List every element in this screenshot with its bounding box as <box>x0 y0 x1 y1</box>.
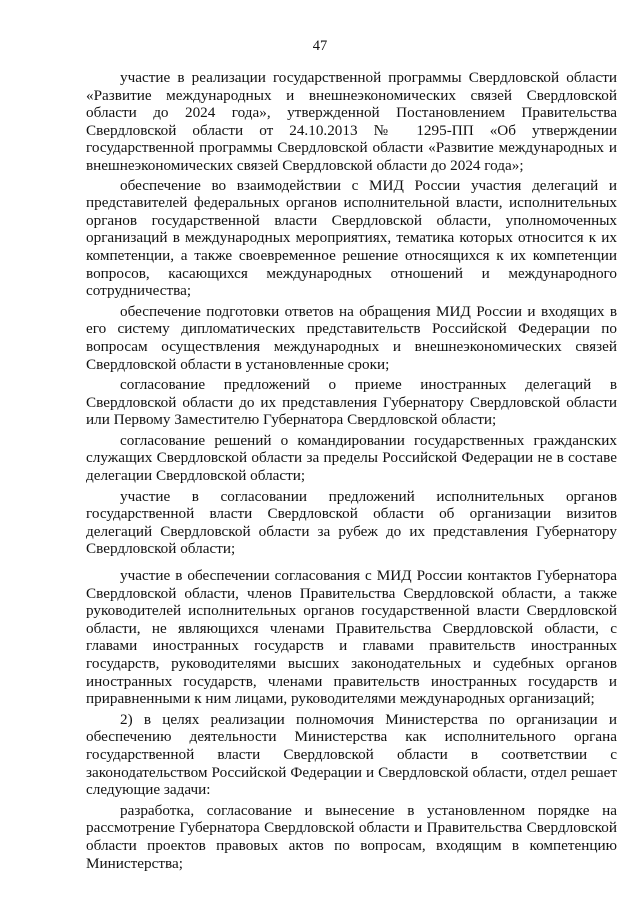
paragraph-delegation-participation: обеспечение во взаимодействии с МИД России участия делегаций и представителей федеральных органов исполнительной власти, исполнительных органов государственной власти Свердловской области, уполномоченных организаций в международных мероприятиях, тематика которых относится к их компетенции, а также своевременное решение относящихся к их компетенции вопросов, касающихся международных отношений и международного сотрудничества; <box>86 176 617 300</box>
page-number: 47 <box>312 38 328 54</box>
paragraph-legal-acts: разработка, согласование и вынесение в установленном порядке на рассмотрение Губернатора Свердловской области и Правительства Свердловской области проектов правовых актов по вопросам, входящим в компетенцию Министерства; <box>86 801 617 872</box>
paragraph-mfa-responses: обеспечение подготовки ответов на обращения МИД России и входящих в его систему дипломатических представительств Российской Федерации по вопросам осуществления международных и внешнеэкономических связей Свердловской области в установленные сроки; <box>86 302 617 373</box>
paragraph-business-trips: согласование решений о командировании государственных гражданских служащих Свердловской области за пределы Российской Федерации не в составе делегации Свердловской области; <box>86 431 617 485</box>
document-body <box>86 69 617 872</box>
paragraph-contacts-coordination: участие в обеспечении согласования с МИД России контактов Губернатора Свердловской области, членов Правительства Свердловской области, а также руководителей исполнительных органов государственной власти Свердловской области, не являющихся членами Правительства Свердловской области, с главами иностранных государств и главами правительств иностранных государств, руководителями высших законодательных и судебных органов иностранных государств, членами правительств иностранных государств и приравненными к ним лицами, руководителями международных организаций; <box>86 567 617 708</box>
paragraph-visits-abroad: участие в согласовании предложений исполнительных органов государственной власти Свердловской области об организации визитов делегаций Свердловской области за рубеж до их представления Губернатору Свердловской области; <box>86 487 617 558</box>
paragraph-ministry-activity: 2) в целях реализации полномочия Министерства по организации и обеспечению деятельности Министерства как исполнительного органа государственной власти Свердловской области в соответствии с законодательством Российской Федерации и Свердловской области, отдел решает следующие задачи: <box>86 710 617 799</box>
paragraph-program-participation: участие в реализации государственной программы Свердловской области «Развитие международных и внешнеэкономических связей Свердловской области до 2024 года», утвержденной Постановлением Правительства Свердловской области от 24.10.2013 № 1295-ПП «Об утверждении государственной программы Свердловской области «Развитие международных и внешнеэкономических связей Свердловской области до 2024 года»; <box>86 69 617 174</box>
paragraph-delegation-reception: согласование предложений о приеме иностранных делегаций в Свердловской области до их представления Губернатору Свердловской области или Первому Заместителю Губернатора Свердловской области; <box>86 376 617 429</box>
